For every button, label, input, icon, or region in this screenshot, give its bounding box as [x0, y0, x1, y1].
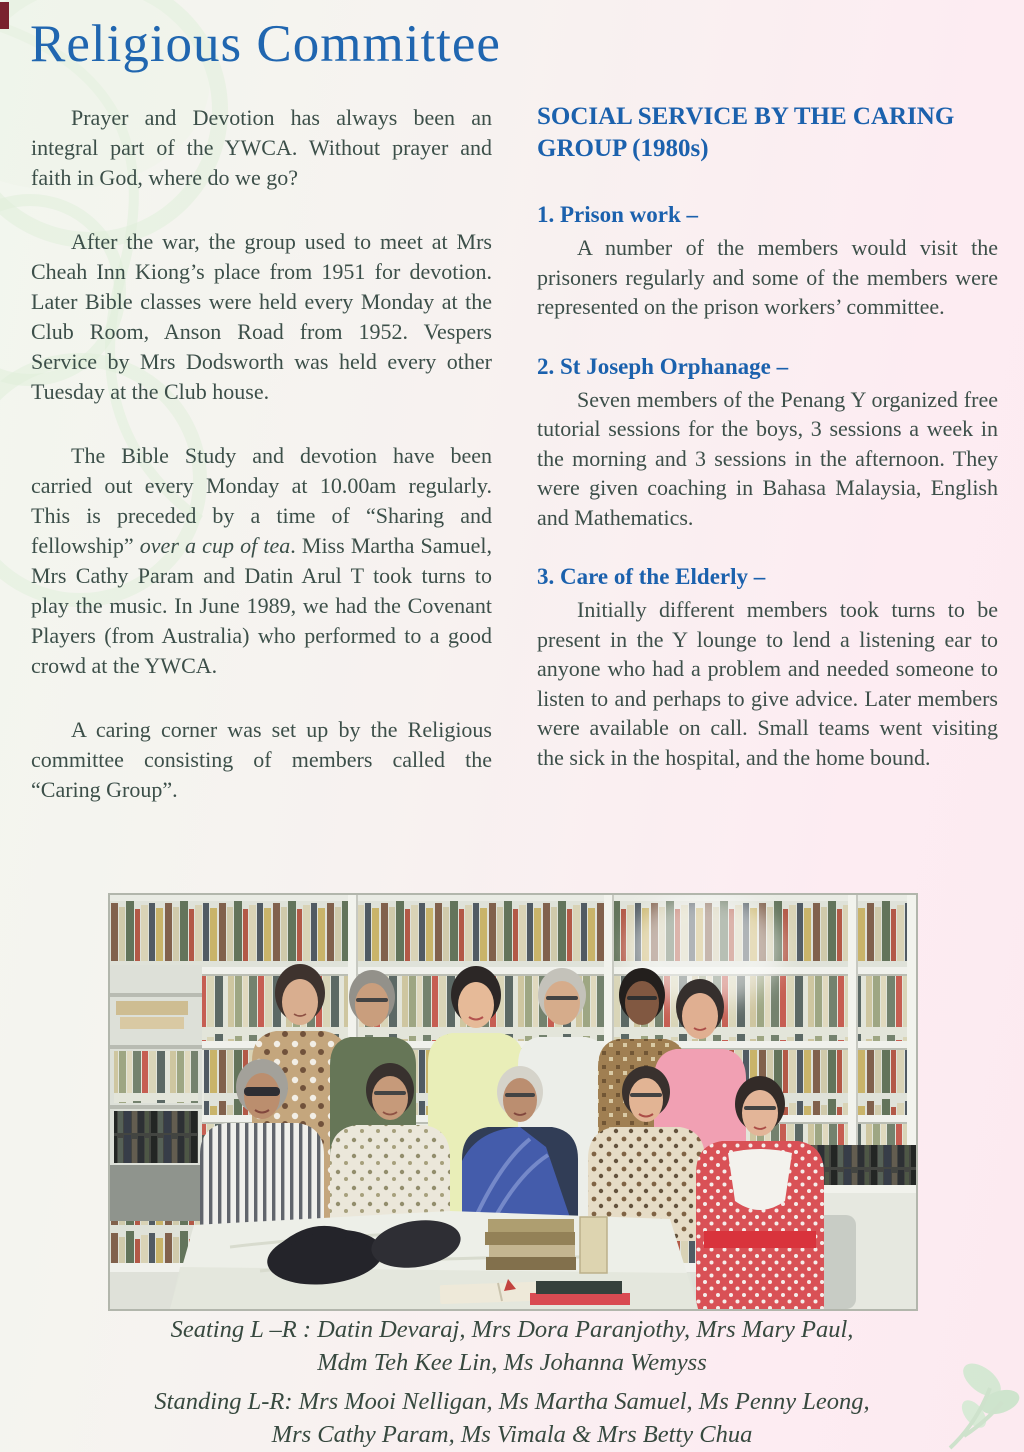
right-column	[537, 101, 998, 801]
caption-standing	[0, 1385, 1024, 1451]
group-photo	[108, 893, 918, 1311]
paragraph-bible-study-italic: over a cup of tea	[139, 533, 291, 558]
social-service-heading: SOCIAL SERVICE BY THE CARING GROUP (1980s)	[537, 103, 955, 162]
caption-seating	[0, 1313, 1024, 1379]
paragraph-prayer-devotion: Prayer and Devotion has always been an integral part of the YWCA. Without prayer and faith in God, where do we go?	[31, 105, 492, 190]
photo-caption	[0, 1313, 1024, 1452]
section-orphanage-heading: 2. St Joseph Orphanage –	[537, 353, 789, 379]
page-title: Religious Committee	[30, 15, 501, 73]
left-column	[31, 103, 492, 805]
caption-standing-line2: Mrs Cathy Param, Ms Vimala & Mrs Betty Chua	[271, 1421, 753, 1448]
section-elderly-body: Initially different members took turns to be present in the Y lounge to lend a listening ear to anyone who had a problem and needed someone to listen to and perhaps to give advice. Later members were available on call. Small teams went visiting the sick in the hospital, and the home bound.	[537, 597, 998, 770]
paragraph-bible-study	[31, 441, 492, 681]
section-orphanage-body: Seven members of the Penang Y organized free tutorial sessions for the boys, 3 sessions a week in the morning and 3 sessions in the afternoon. They were given coaching in Bahasa Malaysia, English and Mathematics.	[537, 386, 998, 530]
caption-seating-line2: Mdm Teh Kee Lin, Ms Johanna Wemyss	[317, 1349, 707, 1376]
caption-standing-line1: Standing L-R: Mrs Mooi Nelligan, Ms Martha Samuel, Ms Penny Leong,	[154, 1388, 870, 1415]
paragraph-after-the-war: After the war, the group used to meet at Mrs Cheah Inn Kiong’s place from 1951 for devotion. Later Bible classes were held every Monday at the Club Room, Anson Road from 1952. Vespers Service by Mrs Dodsworth was held every other Tuesday at the Club house.	[31, 229, 492, 404]
section-elderly-heading: 3. Care of the Elderly –	[537, 564, 766, 589]
section-prison-work-heading: 1. Prison work –	[537, 202, 698, 227]
paragraph-bible-study-rest: . Miss Martha Samuel, Mrs Cathy Param and Datin Arul T took turns to play the music. In June 1989, we had the Covenant Players (from Australia) who performed to a good crowd at the YWCA.	[31, 533, 492, 678]
paragraph-caring-corner: A caring corner was set up by the Religious committee consisting of members called the “Caring Group”.	[31, 717, 492, 802]
section-prison-work-body: A number of the members would visit the prisoners regularly and some of the members were represented on the prison workers’ committee.	[537, 235, 998, 319]
caption-seating-line1: Seating L –R : Datin Devaraj, Mrs Dora Paranjothy, Mrs Mary Paul,	[170, 1316, 854, 1343]
paragraph-bible-study-text: The Bible Study and devotion have been carried out every Monday at 10.00am regularly. This is preceded by a time of “Sharing and fellowship”	[31, 443, 492, 558]
scan-edge-mark	[0, 2, 9, 29]
